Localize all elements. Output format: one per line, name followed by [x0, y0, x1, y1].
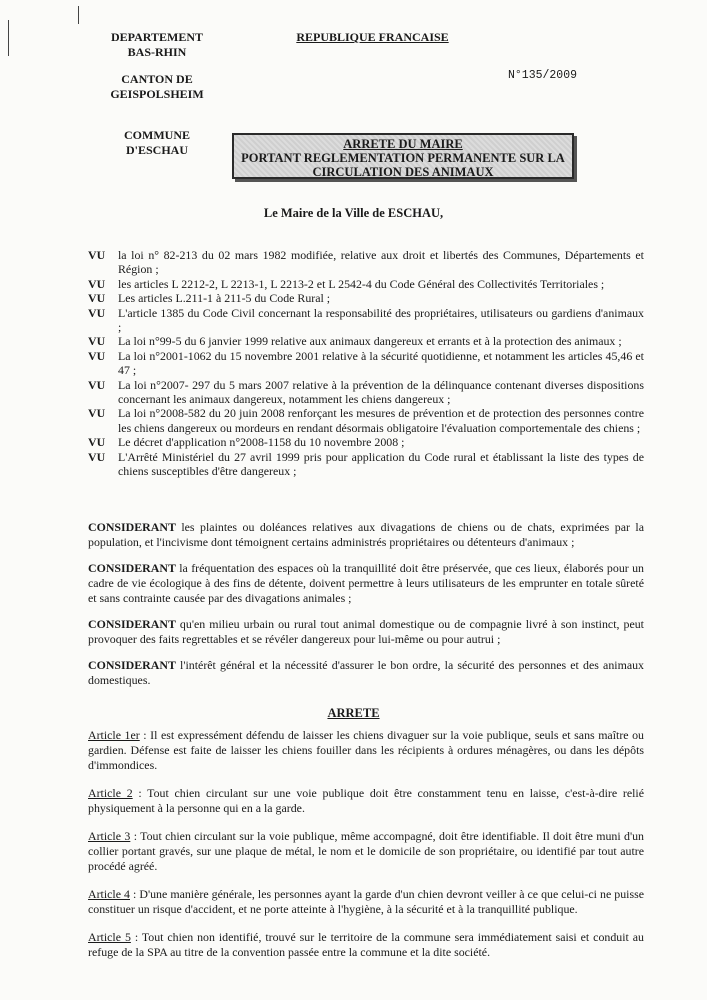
vu-key: VU: [88, 406, 106, 421]
vu-item: [88, 277, 644, 291]
article-label: Article 1er: [88, 728, 140, 742]
article-text: : Il est expressément défendu de laisser les chiens divaguer sur la voie publique, seuls et sans maître ou gardien. Défense est faite de laisser les chiens fouiller dans les récipients à ordures ménagères, ou dans les dépôts d'immondices.: [88, 728, 644, 772]
vu-item: [88, 450, 644, 479]
vu-key: VU: [88, 334, 106, 349]
vu-key: VU: [88, 276, 106, 291]
considerant-text: qu'en milieu urbain ou rural tout animal domestique ou de compagnie livré à son instinct, peut provoquer des faits regrettables et se révéler dangereux pour lui-même ou pour autrui ;: [88, 617, 644, 646]
vu-text: Le décret d'application n°2008-1158 du 10 novembre 2008 ;: [118, 435, 405, 450]
department-line-1: DEPARTEMENT: [110, 30, 204, 44]
considerant-key: CONSIDERANT: [88, 561, 176, 575]
vu-text: La loi n°2001-1062 du 15 novembre 2001 relative à la sécurité quotidienne, et notamment les articles 45,46 et 47 ;: [118, 348, 644, 378]
considerant-key: CONSIDERANT: [88, 520, 176, 534]
vu-key: VU: [88, 305, 106, 320]
article-text: : D'une manière générale, les personnes ayant la garde d'un chien devront veiller à ce que celui-ci ne puisse constituer un risque d'accident, et ne porte atteinte à l'hygiène, à la sécurité et à la tranquillité publique.: [88, 887, 644, 916]
decree-title-line-2: PORTANT REGLEMENTATION PERMANENTE SUR LA: [241, 151, 565, 165]
vu-text: La loi n°2008-582 du 20 juin 2008 renforçant les mesures de prévention et de protection des personnes contre les chiens dangereux ou mordeurs en rendant désormais obligatoire l'évaluation comportementale des chiens ;: [118, 406, 644, 435]
scan-mark-top: [78, 6, 79, 24]
vu-key: VU: [88, 248, 106, 262]
considerant-text: la fréquentation des espaces où la tranquillité doit être préservée, que ces lieux, élaborés pour un cadre de vie écologique à des fins de détente, doivent permettre à leurs utilisateurs de les emprunter en totale sûreté et sans contrainte causée par des divagations animales ;: [88, 561, 644, 605]
vu-item: [88, 435, 644, 449]
article-label: Article 3: [88, 829, 131, 843]
considerant-paragraph: [88, 561, 644, 606]
canton-line-2: GEISPOLSHEIM: [110, 87, 204, 101]
article-paragraph: [88, 786, 644, 816]
vu-key: VU: [88, 291, 106, 306]
vu-text: Les articles L.211-1 à 211-5 du Code Rural ;: [118, 291, 331, 306]
vu-key: VU: [88, 449, 106, 464]
canton-line-1: CANTON DE: [121, 72, 193, 86]
mayor-line: Le Maire de la Ville de ESCHAU,: [263, 206, 444, 220]
republic-heading: REPUBLIQUE FRANCAISE: [296, 30, 449, 44]
article-paragraph: [88, 728, 644, 773]
vu-key: VU: [88, 377, 106, 392]
vu-text: les articles L 2212-2, L 2213-1, L 2213-2 et L 2542-4 du Code Général des Collectivités Territoriales ;: [118, 276, 605, 291]
vu-key: VU: [88, 435, 106, 450]
canton-block: [92, 72, 222, 102]
scan-mark-left: [8, 20, 9, 56]
article-text: : Tout chien non identifié, trouvé sur le territoire de la commune sera immédiatement saisi et conduit au refuge de la SPA au titre de la convention passée entre la commune et la dite société.: [88, 930, 644, 959]
article-paragraph: [88, 887, 644, 917]
article-text: : Tout chien circulant sur la voie publique, même accompagné, doit être identifiable. Il doit être muni d'un collier portant gravés, sur une plaque de métal, le nom et le domicile de son propriétaire, ou identifié par tout autre procédé agréé.: [88, 829, 644, 873]
vu-key: VU: [88, 348, 106, 363]
considerant-paragraph: [88, 658, 644, 688]
article-paragraph: [88, 930, 644, 960]
department-block: [92, 30, 222, 60]
decree-title-box: [232, 133, 574, 179]
commune-line-1: COMMUNE: [124, 128, 190, 142]
vu-item: [88, 248, 644, 277]
article-label: Article 5: [88, 930, 131, 944]
considerant-key: CONSIDERANT: [88, 658, 176, 672]
decree-number: N°135/2009: [508, 69, 578, 82]
article-label: Article 2: [88, 786, 133, 800]
vu-text: L'Arrêté Ministériel du 27 avril 1999 pris pour application du Code rural et établissant la liste des types de chiens susceptibles d'être dangereux ;: [118, 449, 644, 479]
article-text: : Tout chien circulant sur une voie publique doit être constamment tenu en laisse, c'est-à-dire relié physiquement à la personne qui en a la garde.: [88, 786, 644, 815]
considerant-list: [88, 520, 644, 699]
commune-block: [92, 128, 222, 158]
article-paragraph: [88, 829, 644, 874]
considerant-paragraph: [88, 520, 644, 550]
article-label: Article 4: [88, 887, 130, 901]
article-list: [88, 728, 644, 973]
decree-title-line-3: CIRCULATION DES ANIMAUX: [312, 165, 494, 179]
vu-item: [88, 306, 644, 335]
considerant-paragraph: [88, 617, 644, 647]
decree-title-line-1: ARRETE DU MAIRE: [343, 137, 463, 151]
arrete-heading: ARRETE: [327, 706, 380, 720]
considerant-text: l'intérêt général et la nécessité d'assurer le bon ordre, la sécurité des personnes et des animaux domestiques.: [88, 658, 644, 687]
vu-text: L'article 1385 du Code Civil concernant la responsabilité des propriétaires, utilisateurs ou gardiens d'animaux ;: [118, 305, 644, 335]
considerant-key: CONSIDERANT: [88, 617, 176, 631]
vu-list: [88, 248, 644, 479]
vu-item: [88, 334, 644, 348]
vu-item: [88, 291, 644, 305]
vu-item: [88, 406, 644, 435]
vu-text: La loi n°99-5 du 6 janvier 1999 relative aux animaux dangereux et errants et à la protection des animaux ;: [118, 334, 622, 349]
commune-line-2: D'ESCHAU: [125, 143, 188, 157]
department-line-2: BAS-RHIN: [127, 45, 187, 59]
vu-text: La loi n°2007- 297 du 5 mars 2007 relative à la prévention de la délinquance contenant diverses dispositions concernant les animaux dangereux, notamment les chiens dangereux ;: [118, 377, 644, 407]
considerant-text: les plaintes ou doléances relatives aux divagations de chiens ou de chats, exprimées par la population, et l'incivisme dont témoignent certains administrés propriétaires ou détenteurs d'animaux ;: [88, 520, 644, 549]
vu-text: la loi n° 82-213 du 02 mars 1982 modifiée, relative aux droit et libertés des Communes, Départements et Région ;: [118, 248, 644, 277]
vu-item: [88, 378, 644, 407]
vu-item: [88, 349, 644, 378]
